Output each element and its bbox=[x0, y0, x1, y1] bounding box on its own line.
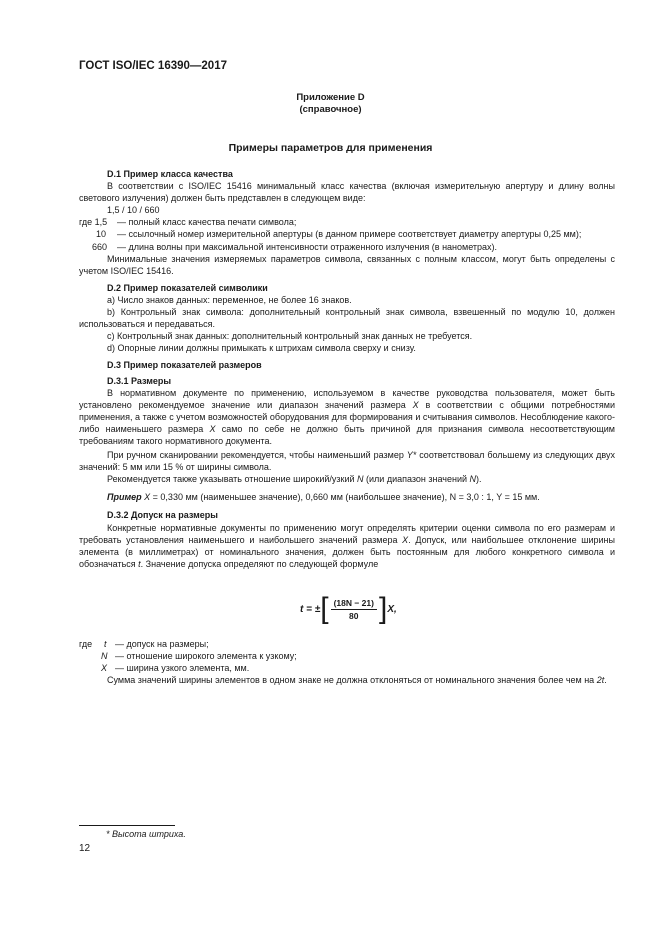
annex-note: (справочное) bbox=[299, 104, 362, 115]
tolerance-formula bbox=[300, 594, 397, 624]
formula-numerator: (18N − 21) bbox=[331, 598, 377, 610]
footnote: * Высота штриха. bbox=[106, 829, 186, 839]
where-item-grade bbox=[79, 216, 615, 228]
where-label: 660 bbox=[92, 241, 108, 252]
symbol-n: N bbox=[101, 651, 108, 662]
subsection-heading-d31: D.3.1 Размеры bbox=[107, 375, 172, 386]
subsection-heading-d32: D.3.2 Допуск на размеры bbox=[107, 510, 218, 521]
page-title: Примеры параметров для применения bbox=[228, 142, 433, 154]
formula-definitions bbox=[79, 638, 615, 686]
where-text: — полный класс качества печати символа; bbox=[117, 217, 297, 228]
d32-paragraph-1: Конкретные нормативные документы по применению могут определять критерии оценки символа по его размерам и требовать установления наименьшего и наибольшего значений размера X. Допуск, или наибольшее отклонение ширины элемента (в миллиметрах) от номинального значения, должен быть постоянным для любого конкретного символа и обозначаться t. Значение допуска определяют по следующей формуле bbox=[79, 522, 615, 569]
formula-lhs: t = ± bbox=[300, 603, 321, 615]
definition-x bbox=[79, 662, 615, 674]
definition-n bbox=[79, 650, 615, 662]
d1-paragraph-1: В соответствии с ISO/IEC 15416 минимальный класс качества (включая измерительную апертуру и длину волны светового излучения) должен быть представлен в следующем виде: bbox=[79, 181, 615, 204]
sum-paragraph: Сумма значений ширины элементов в одном знаке не должна отклоняться от номинального значения более чем на 2t. bbox=[107, 675, 607, 686]
formula-fraction bbox=[331, 598, 377, 621]
where-label: где bbox=[79, 639, 93, 649]
example-line: Пример X = 0,330 мм (наименьшее значение), 0,660 мм (наибольшее значение), N = 3,0 : 1, Y = 15 мм. bbox=[107, 492, 540, 503]
symbol-x: X bbox=[101, 663, 108, 674]
where-text: — ссылочный номер измерительной апертуры (в данном примере соответствует диаметру апертуры 0,25 мм); bbox=[117, 229, 582, 240]
definition-text: — допуск на размеры; bbox=[115, 639, 209, 649]
where-label: где 1,5 bbox=[79, 217, 108, 228]
bracket-right-icon: ] bbox=[378, 592, 388, 625]
quality-grade-format: 1,5 / 10 / 660 bbox=[107, 205, 160, 216]
bracket-left-icon: [ bbox=[320, 592, 329, 625]
section-heading-d3: D.3 Пример показателей размеров bbox=[107, 360, 262, 371]
definition-t bbox=[79, 638, 615, 650]
list-item-d: d) Опорные линии должны примыкать к штрихам символа сверху и снизу. bbox=[107, 343, 416, 354]
page-number: 12 bbox=[79, 843, 91, 854]
formula-rhs: X, bbox=[387, 603, 397, 615]
symbol-t: t bbox=[104, 639, 107, 649]
definition-text: — ширина узкого элемента, мм. bbox=[115, 663, 250, 674]
d31-paragraph-3: Рекомендуется также указывать отношение широкий/узкий N (или диапазон значений N). bbox=[107, 474, 482, 485]
list-item-c: c) Контрольный знак данных: дополнительный контрольный знак данных не требуется. bbox=[107, 331, 473, 342]
document-body bbox=[79, 168, 615, 570]
d31-paragraph-1: В нормативном документе по применению, используемом в качестве руководства пользователя, может быть установлено рекомендуемое значение или диапазон значений размера X в соответствии с общими потребностями применения, а также с учетом возможностей оборудования для формирования и считывания символов. Несоблюдение какого-либо наименьшего размера X само по себе не должно быть причиной для признания символа несоответствующим требованиям такого нормативного документа. bbox=[79, 387, 615, 446]
where-text: — длина волны при максимальной интенсивности отраженного излучения (в нанометрах). bbox=[117, 241, 498, 252]
where-label: 10 bbox=[96, 229, 107, 240]
d31-paragraph-2: При ручном сканировании рекомендуется, чтобы наименьший размер Y* соответствовал большему из следующих двух значений: 5 мм или 15 % от ширины символа. bbox=[79, 450, 615, 473]
list-item-b: b) Контрольный знак символа: дополнительный контрольный знак символа, взвешенный по модулю 10, должен использоваться и передаваться. bbox=[79, 307, 615, 330]
section-heading-d2: D.2 Пример показателей символики bbox=[107, 282, 268, 293]
annex-title: Приложение D bbox=[296, 92, 365, 103]
list-item-a: a) Число знаков данных: переменное, не более 16 знаков. bbox=[107, 294, 352, 305]
where-item-aperture bbox=[79, 228, 615, 240]
where-item-wavelength bbox=[79, 241, 615, 253]
d1-paragraph-2: Минимальные значения измеряемых параметров символа, связанных с полным классом, могут быть определены с учетом ISO/IEC 15416. bbox=[79, 253, 615, 276]
section-heading-d1: D.1 Пример класса качества bbox=[107, 169, 233, 179]
formula-denominator: 80 bbox=[349, 610, 359, 621]
definition-text: — отношение широкого элемента к узкому; bbox=[115, 651, 297, 662]
standard-designation: ГОСТ ISO/IEC 16390—2017 bbox=[79, 60, 227, 72]
footnote-divider bbox=[79, 825, 175, 826]
